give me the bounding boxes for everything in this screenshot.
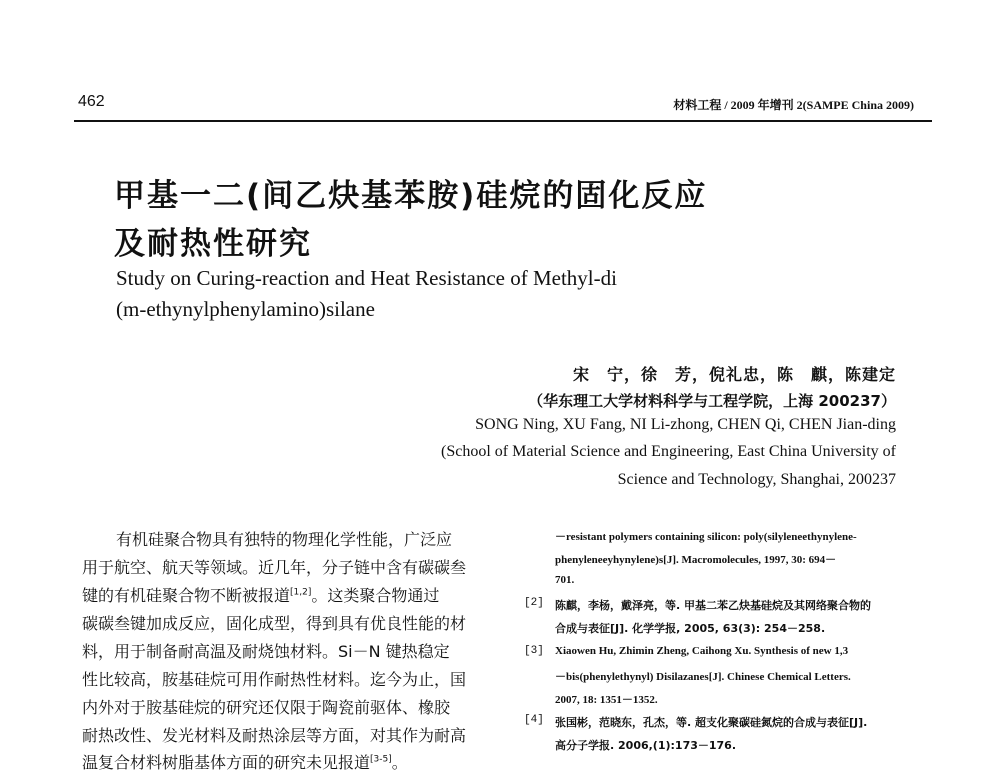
title-zh-line-1: 甲基一二(间乙炔基苯胺)硅烷的固化反应 — [114, 178, 708, 214]
authors-zh: 宋 宁，徐 芳，倪礼忠，陈 麒，陈建定 — [572, 365, 896, 384]
ref-1-line-1: －resistant polymers containing silicon: poly(silyleneethynylene- — [555, 531, 857, 543]
journal-header: 材料工程 / 2009 年增刊 2(SAMPE China 2009) — [673, 98, 914, 112]
body-line-9-text-a: 温复合材料树脂基体方面的研究未见报道 — [82, 753, 371, 772]
ref-2-line-2: 合成与表征[J]. 化学学报, 2005, 63(3): 254－258. — [555, 622, 826, 635]
body-line-6: 性比较高，胺基硅烷可用作耐热性材料。迄今为止，国 — [82, 670, 467, 689]
body-line-3 — [82, 583, 439, 606]
citation-3-5: [3-5] — [370, 754, 392, 765]
citation-1-2: [1,2] — [290, 587, 312, 598]
ref-3-line-2: －bis(phenylethynyl) Disilazanes[J]. Chinese Chemical Letters. — [555, 671, 851, 683]
body-line-7: 内外对于胺基硅烷的研究还仅限于陶瓷前驱体、橡胶 — [82, 698, 451, 717]
body-line-9 — [82, 750, 408, 773]
ref-3-line-3: 2007, 18: 1351－1352. — [555, 694, 658, 706]
affiliation-en-line-1: (School of Material Science and Engineering, East China University of — [441, 443, 896, 460]
page-number: 462 — [78, 93, 105, 110]
affiliation-en-line-2: Science and Technology, Shanghai, 200237 — [617, 471, 896, 488]
body-line-3-text-b: 。这类聚合物通过 — [311, 586, 440, 605]
ref-3-line-1: Xiaowen Hu, Zhimin Zheng, Caihong Xu. Synthesis of new 1,3 — [555, 645, 849, 657]
title-en-line-1: Study on Curing-reaction and Heat Resistance of Methyl-di — [116, 266, 617, 290]
ref-4-line-2: 高分子学报. 2006,(1):173－176. — [555, 739, 737, 752]
header-rule — [74, 120, 932, 122]
authors-en: SONG Ning, XU Fang, NI Li-zhong, CHEN Qi, CHEN Jian-ding — [475, 416, 896, 433]
title-en-line-2: (m-ethynylphenylamino)silane — [116, 297, 375, 321]
body-line-4: 碳碳叁键加成反应，固化成型，得到具有优良性能的材 — [82, 614, 467, 633]
title-zh-line-2: 及耐热性研究 — [114, 226, 312, 262]
body-line-3-text-a: 键的有机硅聚合物不断被报道 — [82, 586, 291, 605]
ref-2-number: [2] — [524, 597, 544, 609]
body-line-8: 耐热改性、发光材料及耐热涂层等方面，对其作为耐高 — [82, 726, 467, 745]
ref-4-line-1: 张国彬，范晓东，孔杰，等. 超支化聚碳硅氮烷的合成与表征[J]. — [555, 716, 868, 729]
body-line-9-text-b: 。 — [391, 753, 408, 772]
ref-4-number: [4] — [524, 714, 544, 726]
ref-3-number: [3] — [524, 645, 544, 657]
body-line-1: 有机硅聚合物具有独特的物理化学性能，广泛应 — [116, 530, 453, 549]
body-line-5: 料，用于制备耐高温及耐烧蚀材料。Si－N 键热稳定 — [82, 642, 450, 661]
affiliation-zh: （华东理工大学材料科学与工程学院，上海 200237） — [528, 392, 896, 410]
ref-1-line-3: 701. — [555, 574, 575, 586]
ref-2-line-1: 陈麒，李杨，戴泽亮，等. 甲基二苯乙炔基硅烷及其网络聚合物的 — [555, 599, 872, 612]
body-line-2: 用于航空、航天等领域。近几年，分子链中含有碳碳叁 — [82, 558, 467, 577]
ref-1-line-2: phenyleneeyhynylene)s[J]. Macromolecules, 1997, 30: 694－ — [555, 554, 837, 566]
